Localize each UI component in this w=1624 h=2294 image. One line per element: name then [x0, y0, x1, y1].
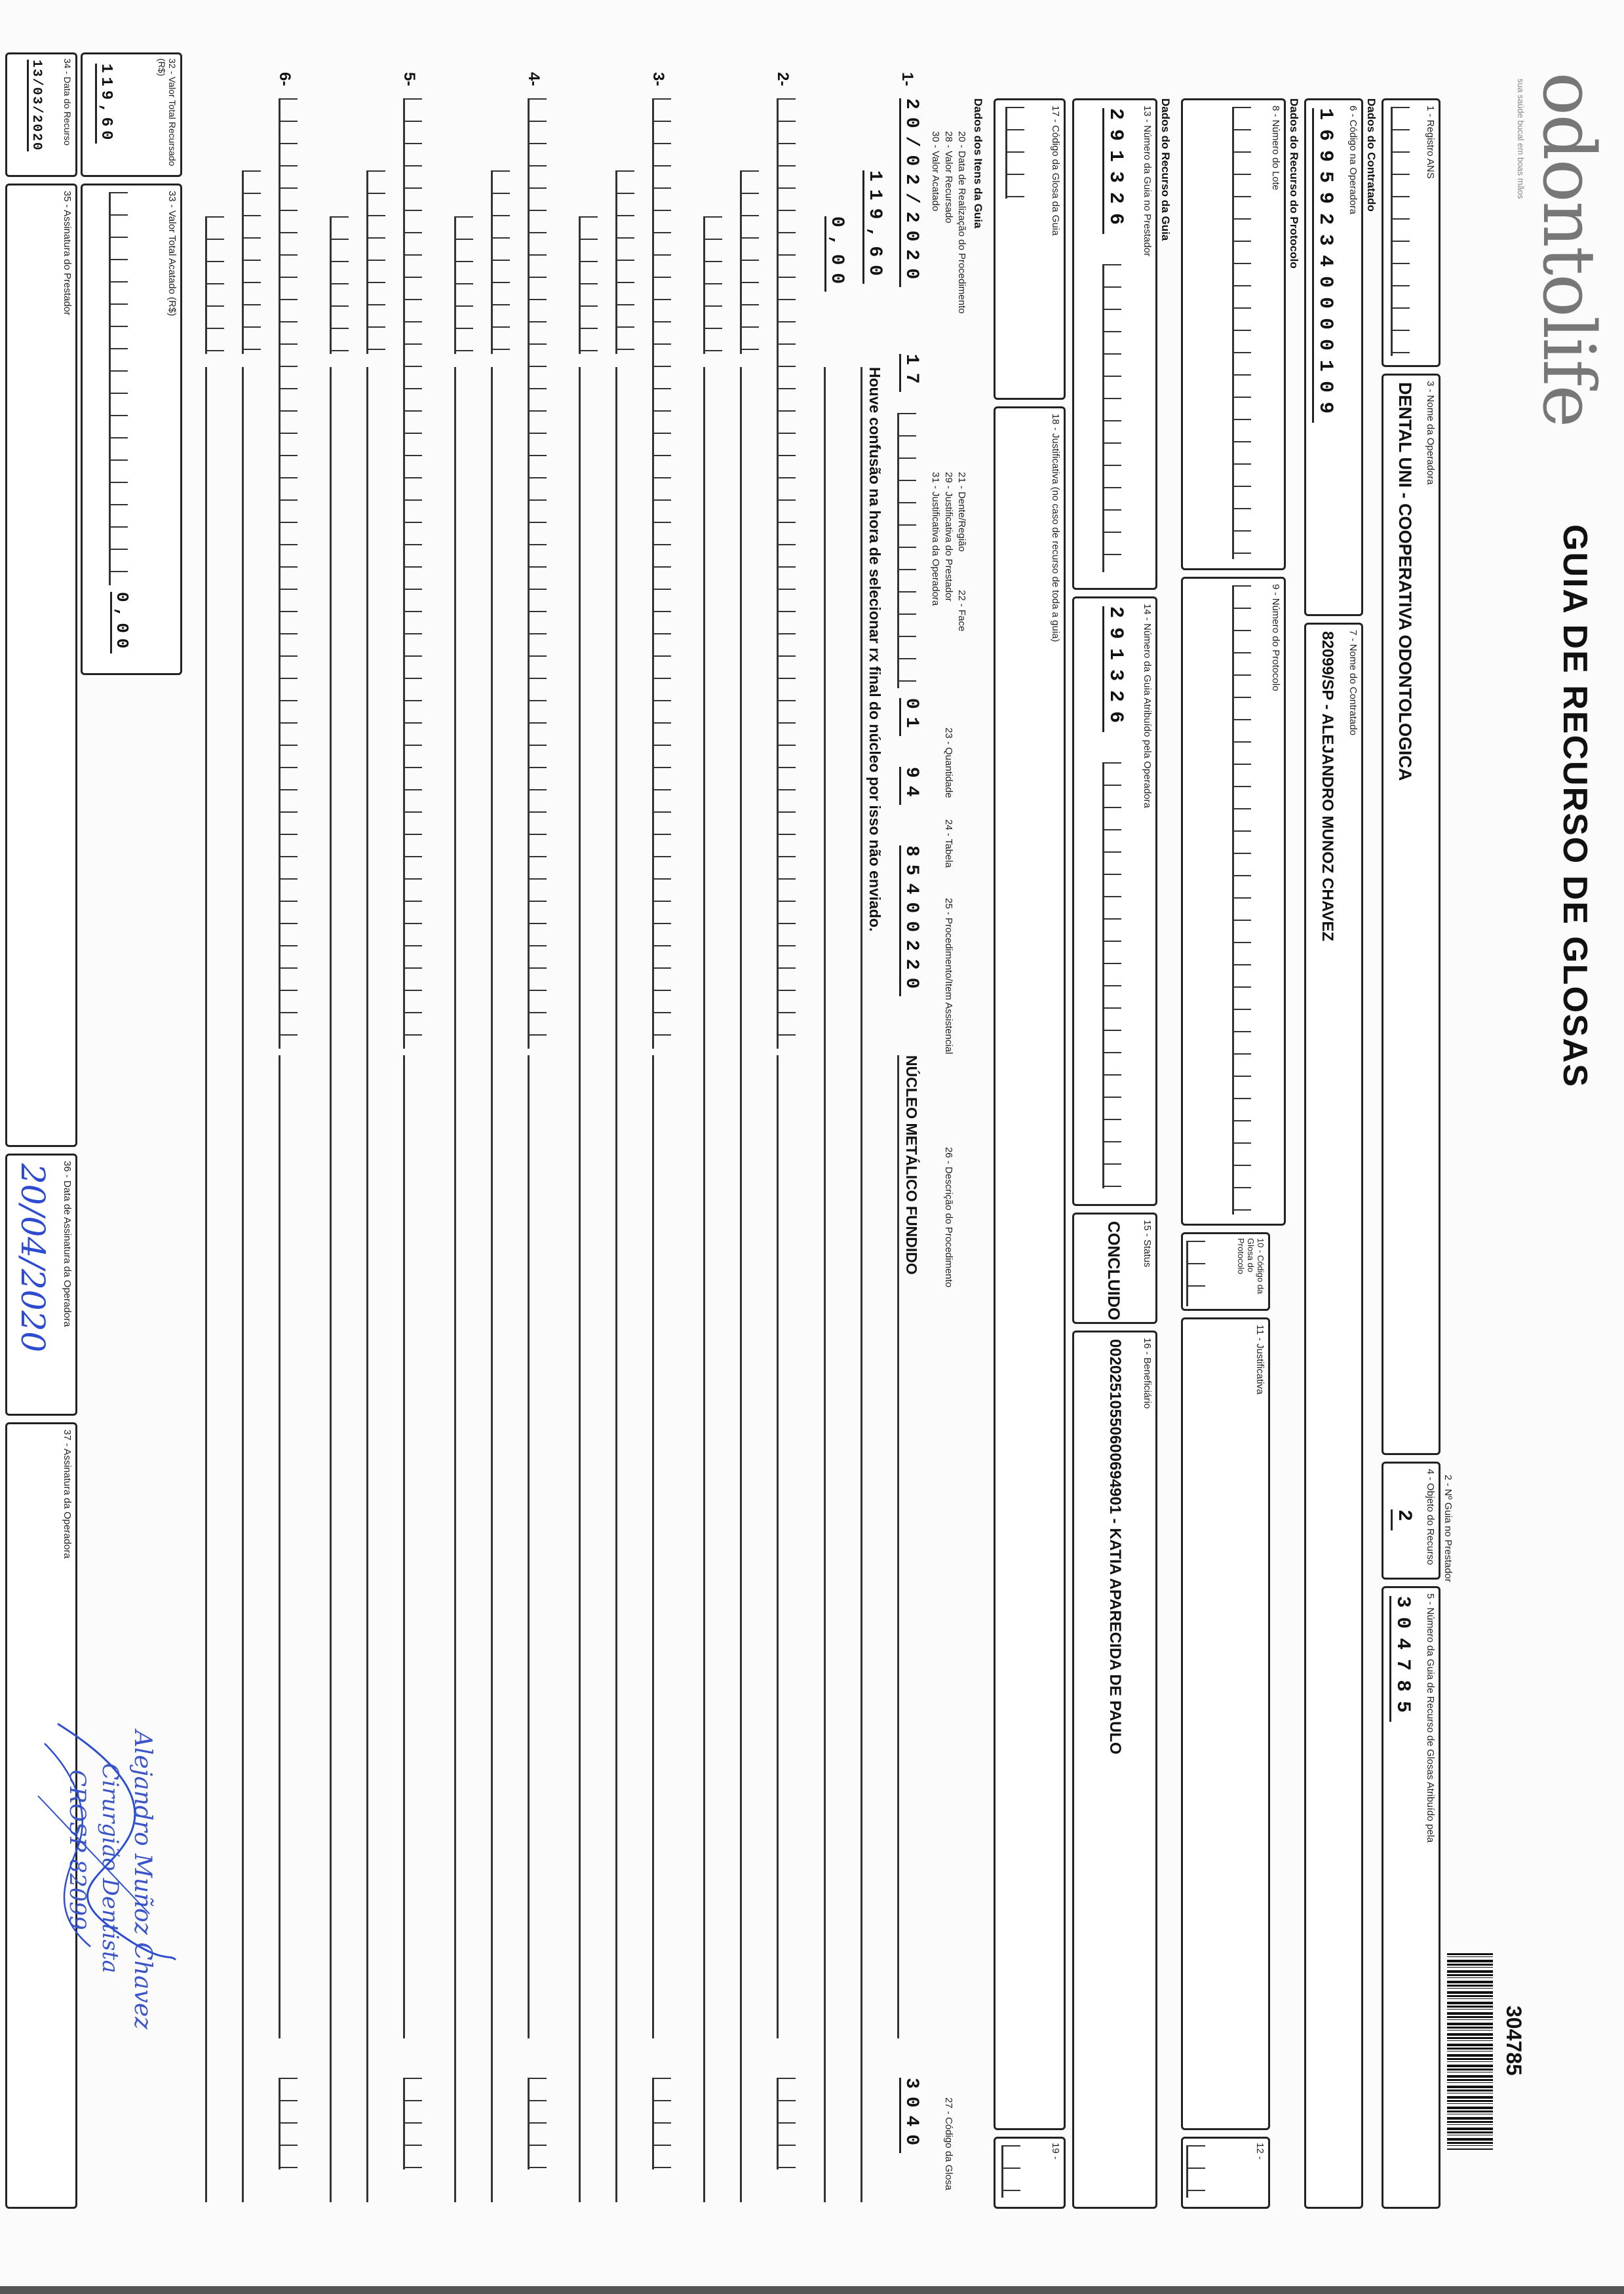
field-6-box — [1304, 98, 1363, 616]
f8-input-ticks[interactable] — [1232, 107, 1251, 559]
row-number: 2- — [774, 72, 792, 87]
f5-value[interactable]: 304785 — [1389, 1596, 1414, 1722]
row-glosa-ticks[interactable] — [652, 2078, 671, 2169]
row1-tabela[interactable]: 94 — [899, 767, 921, 805]
row-number: 6- — [276, 72, 294, 87]
field-3-box — [1382, 374, 1440, 1455]
f10-input-ticks[interactable] — [1186, 1241, 1205, 1306]
f35-label: 35 - Assinatura do Prestador — [62, 191, 73, 316]
f9-input-ticks[interactable] — [1232, 585, 1251, 1215]
row-fields-ticks[interactable] — [528, 98, 547, 1049]
row1-face-ticks[interactable] — [897, 413, 916, 688]
row1-justificativa-operadora-line[interactable] — [824, 367, 826, 2202]
row-fields-ticks[interactable] — [777, 98, 796, 1049]
row-justificativa-line[interactable] — [491, 367, 493, 2202]
f13-ticks — [1102, 264, 1121, 572]
row1-valor-recursado[interactable]: 119,60 — [862, 170, 885, 284]
odontolife-logo: odontolife — [1527, 72, 1611, 427]
f7-label: 7 - Nome do Contratado — [1347, 630, 1359, 735]
f13-label: 13 - Número da Guia no Prestador — [1142, 106, 1153, 257]
row-desc-line[interactable] — [652, 1055, 654, 2038]
f18-label: 18 - Justificativa (no caso de recurso de toda a guia) — [1050, 414, 1061, 642]
f34-label: 34 - Data do Recurso — [62, 58, 73, 146]
row-justificativa-line[interactable] — [242, 367, 244, 2202]
row-fields-ticks[interactable] — [652, 98, 671, 1049]
h30: 30 - Valor Acatado — [930, 131, 941, 212]
f34-value[interactable]: 13/03/2020 — [27, 60, 44, 151]
row-justificativa-operadora-line[interactable] — [330, 367, 332, 2202]
f15-label: 15 - Status — [1142, 1220, 1153, 1268]
f17-input-ticks[interactable] — [1005, 107, 1024, 199]
f33-ticks — [109, 192, 128, 585]
f19-label: 19 - — [1050, 2143, 1061, 2160]
row-valor-recursado-ticks[interactable] — [615, 170, 634, 354]
row1-dente[interactable]: 17 — [899, 354, 921, 392]
f2-label: 2 - Nº Guia no Prestador — [1442, 1475, 1454, 1582]
f13-value[interactable]: 291326 — [1102, 108, 1127, 234]
row-glosa-ticks[interactable] — [777, 2078, 796, 2169]
h29: 29 - Justificativa do Prestador — [943, 472, 954, 602]
row-desc-line[interactable] — [528, 1055, 530, 2038]
f3-label: 3 - Nome da Operadora — [1425, 381, 1436, 485]
scan-edge — [0, 2286, 1624, 2294]
row-valor-recursado-ticks[interactable] — [366, 170, 385, 354]
field-17-box — [994, 98, 1066, 400]
row-number: 1- — [899, 72, 916, 87]
f8-label: 8 - Número do Lote — [1270, 106, 1281, 191]
field-10-box — [1181, 1232, 1270, 1311]
row-number: 5- — [400, 72, 418, 87]
f9-label: 9 - Número do Protocolo — [1270, 584, 1281, 691]
row1-proc[interactable]: 85400220 — [899, 846, 921, 996]
field-14-box — [1072, 596, 1157, 1206]
f2-value: 304785 — [1502, 2006, 1526, 2076]
f1-label: 1 - Registro ANS — [1425, 106, 1436, 179]
row-valor-acatado-ticks[interactable] — [703, 216, 722, 354]
row-valor-acatado-ticks[interactable] — [330, 216, 349, 354]
f32-label: 32 - Valor Total Recursado (R$) — [157, 58, 178, 166]
field-1-box — [1382, 98, 1440, 367]
field-36-box — [5, 1154, 77, 1416]
row-valor-recursado-ticks[interactable] — [242, 170, 261, 354]
field-13-box — [1072, 98, 1157, 590]
f12-input-ticks[interactable] — [1186, 2145, 1205, 2198]
row-valor-acatado-ticks[interactable] — [205, 216, 224, 354]
row-justificativa-line[interactable] — [366, 367, 368, 2202]
row-desc-line[interactable] — [777, 1055, 779, 2038]
f33-value[interactable]: 0,00 — [110, 592, 132, 653]
h22: 22 - Face — [956, 590, 967, 632]
row1-valor-acatado[interactable]: 0,00 — [824, 216, 847, 292]
field-35-box — [5, 184, 77, 1147]
field-8-box — [1181, 98, 1286, 570]
form-title: GUIA DE RECURSO DE GLOSAS — [1556, 524, 1594, 1088]
field-7-box — [1304, 623, 1363, 2209]
logo-tagline: sua saúde bucal em boas mãos — [1516, 79, 1526, 199]
f10-label: 10 - Código da Glosa do Protocolo — [1236, 1238, 1266, 1294]
row-justificativa-operadora-line[interactable] — [703, 367, 705, 2202]
f14-value[interactable]: 291326 — [1102, 606, 1127, 732]
row-desc-line[interactable] — [279, 1055, 280, 2038]
row-justificativa-operadora-line[interactable] — [205, 367, 207, 2202]
row1-date[interactable]: 20/02/2020 — [899, 98, 921, 287]
f5-label: 5 - Número da Guia de Recurso de Glosas Atribuído pela — [1425, 1593, 1436, 1843]
row-justificativa-operadora-line[interactable] — [454, 367, 456, 2202]
row-valor-acatado-ticks[interactable] — [454, 216, 473, 354]
row-valor-recursado-ticks[interactable] — [491, 170, 510, 354]
f17-label: 17 - Código da Glosa da Guia — [1050, 106, 1061, 236]
h28: 28 - Valor Recursado — [943, 131, 954, 224]
section-contratado: Dados do Contratado — [1365, 98, 1378, 212]
field-12-box — [1181, 2137, 1270, 2209]
f37-label: 37 - Assinatura da Operadora — [62, 1429, 73, 1559]
row-justificativa-line[interactable] — [740, 367, 742, 2202]
row-valor-recursado-ticks[interactable] — [740, 170, 759, 354]
f33-label: 33 - Valor Total Acatado (R$) — [166, 191, 178, 317]
f16-label: 16 - Beneficiário — [1142, 1338, 1153, 1409]
row-justificativa-line[interactable] — [615, 367, 617, 2202]
h23: 23 - Quantidade — [943, 728, 954, 798]
f14-label: 14 - Número da Guia Atribuído pela Operadora — [1142, 604, 1153, 808]
f6-value[interactable]: 169592340000109 — [1312, 108, 1336, 423]
field-33-box — [81, 184, 182, 675]
field-4-box — [1382, 1462, 1440, 1580]
h26: 26 - Descrição do Procedimento — [943, 1147, 954, 1288]
h31: 31 - Justificativa da Operadora — [930, 472, 941, 606]
row1-desc[interactable]: NÚCLEO METÁLICO FUNDIDO — [903, 1055, 920, 1275]
section-itens: Dados dos Itens da Guia — [972, 98, 984, 229]
h25: 25 - Procedimento/Item Assistencial — [943, 898, 954, 1055]
row-glosa-ticks[interactable] — [403, 2078, 422, 2169]
row1-justificativa[interactable]: Houve confusão na hora de selecionar rx final do núcleo por isso não enviado. — [866, 367, 883, 932]
stamp-line3: CROSP 82099 — [64, 1770, 90, 1930]
barcode — [1447, 1953, 1493, 2150]
f32-value[interactable]: 119,60 — [95, 64, 115, 144]
row1-desc-line — [897, 1055, 899, 2038]
row1-justificativa-line — [860, 367, 862, 2202]
field-15-box — [1072, 1213, 1157, 1324]
f14-ticks — [1102, 762, 1121, 1188]
f1-input-ticks[interactable] — [1391, 107, 1410, 356]
f16-value[interactable]: 00202510550600694901 - KATIA APARECIDA DE PAULO — [1106, 1339, 1124, 1755]
row-fields-ticks[interactable] — [403, 98, 422, 1049]
section-protocolo: Dados do Recurso do Protocolo — [1288, 98, 1300, 269]
row1-qtd[interactable]: 01 — [899, 698, 921, 736]
field-18-box — [994, 406, 1066, 2130]
signature-scribble — [31, 1717, 189, 1966]
h24: 24 - Tabela — [943, 819, 954, 868]
row-number: 4- — [525, 72, 543, 87]
f4-label: 4 - Objeto do Recurso — [1425, 1469, 1436, 1565]
field-5-box — [1382, 1586, 1440, 2209]
row-number: 3- — [649, 72, 667, 87]
field-9-box — [1181, 577, 1286, 1226]
h20: 20 - Data de Realização do Procedimento — [956, 131, 967, 314]
h21: 21 - Dente/Região — [956, 472, 967, 552]
field-32-box — [81, 52, 182, 177]
row-justificativa-operadora-line[interactable] — [579, 367, 581, 2202]
row1-glosa[interactable]: 3040 — [899, 2078, 921, 2153]
f36-value[interactable]: 20/04/2020 — [14, 1163, 52, 1353]
row-fields-ticks[interactable] — [279, 98, 298, 1049]
field-16-box — [1072, 1331, 1157, 2209]
f7-value[interactable]: 82099/SP - ALEJANDRO MUNOZ CHAVEZ — [1319, 631, 1336, 941]
f15-value[interactable]: CONCLUIDO — [1104, 1221, 1123, 1321]
section-guia: Dados do Recurso da Guia — [1159, 98, 1172, 241]
stamp-line2: Cirurgião Dentista — [97, 1763, 123, 1973]
h27: 27 - Código da Glosa — [943, 2097, 954, 2190]
row-glosa-ticks[interactable] — [279, 2078, 298, 2169]
stamp-line1: Alejandro Muñoz Chavez — [129, 1730, 156, 2030]
f19-input-ticks[interactable] — [1001, 2145, 1020, 2198]
f12-label: 12 - — [1254, 2143, 1266, 2160]
row-glosa-ticks[interactable] — [528, 2078, 547, 2169]
f3-value[interactable]: DENTAL UNI - COOPERATIVA ODONTOLOGICA — [1395, 382, 1415, 781]
field-11-box — [1181, 1317, 1270, 2130]
f11-label: 11 - Justificativa — [1254, 1325, 1266, 1395]
f4-value[interactable]: 2 — [1391, 1509, 1415, 1530]
f36-label: 36 - Data de Assinatura da Operadora — [62, 1161, 73, 1327]
row-desc-line[interactable] — [403, 1055, 405, 2038]
field-19-box — [994, 2137, 1066, 2209]
row-valor-acatado-ticks[interactable] — [579, 216, 598, 354]
f6-label: 6 - Código na Operadora — [1347, 106, 1359, 214]
field-34-box — [5, 52, 77, 177]
